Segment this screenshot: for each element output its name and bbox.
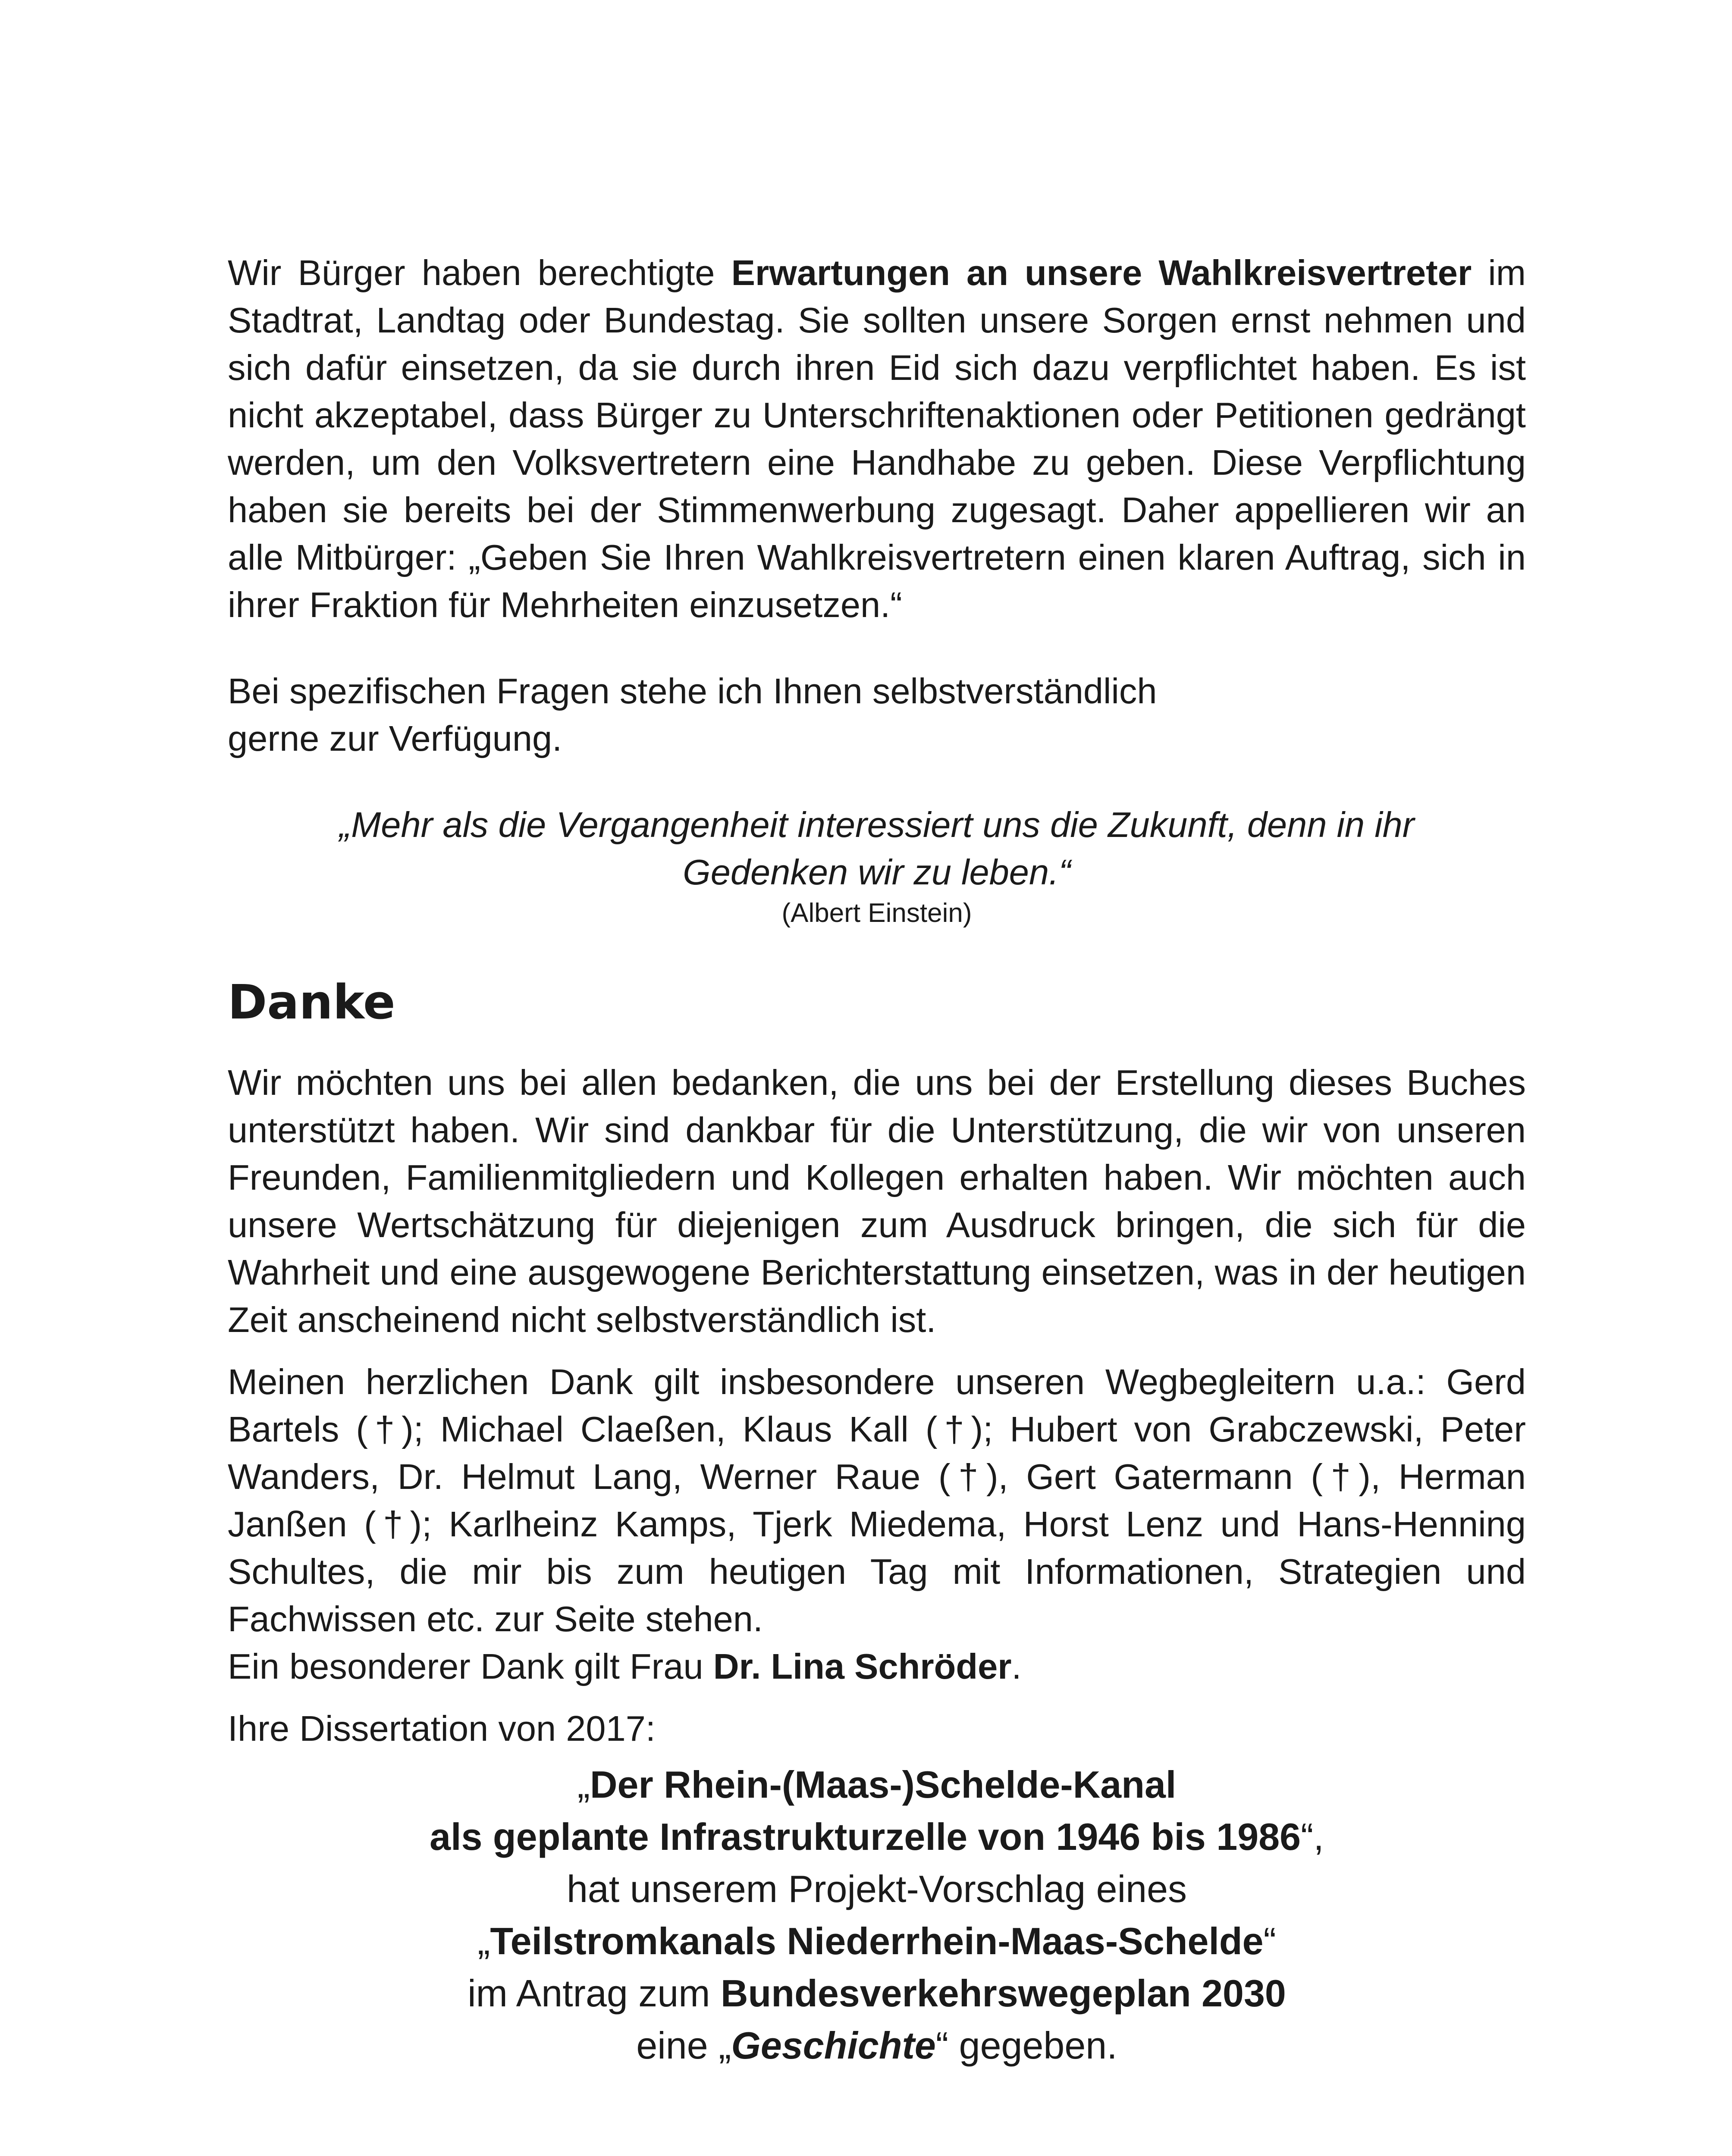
dissertation-block bbox=[228, 1758, 1526, 2071]
story-word: Geschichte bbox=[731, 2024, 936, 2067]
danke-heading: Danke bbox=[228, 975, 395, 1030]
intro-text: Wir Bürger haben berechtigte bbox=[228, 253, 731, 293]
dissertation-line-6 bbox=[228, 2019, 1526, 2071]
close-quote-2: “ bbox=[1263, 1920, 1276, 1962]
dissertation-intro: Ihre Dissertation von 2017: bbox=[228, 1708, 656, 1749]
dissertation-line-5 bbox=[228, 1967, 1526, 2019]
einstein-quote bbox=[228, 801, 1526, 896]
intro-bold-text: Erwartungen an unsere Wahlkreisvertreter bbox=[731, 253, 1472, 293]
dissertation-line-4 bbox=[228, 1915, 1526, 1967]
danke-paragraph-1: Wir möchten uns bei allen bedanken, die uns bei der Erstellung dieses Buches unterstützt haben. Wir sind dankbar für die Unterstützung, die wir von unseren Freunden, Familienmitgliedern und Kollegen erhalten haben. Wir möchten auch unsere Wertschätzung für diejenigen zum Ausdruck bringen, die sich für die Wahrheit und eine ausgewogene Berichterstattung einsetzen, was in der heutigen Zeit anscheinend nicht selbstverständlich ist. bbox=[228, 1062, 1526, 1340]
quote-line-2: Gedenken wir zu leben.“ bbox=[683, 852, 1071, 892]
dissertation-title-1: Der Rhein-(Maas-)Schelde-Kanal bbox=[590, 1763, 1177, 1806]
project-title: Teilstromkanals Niederrhein-Maas-Schelde bbox=[490, 1920, 1264, 1962]
story-prefix: eine „ bbox=[636, 2024, 731, 2067]
questions-line-1: Bei spezifischen Fragen stehe ich Ihnen selbstverständlich bbox=[228, 671, 1157, 711]
close-quote: “, bbox=[1301, 1815, 1324, 1858]
questions-paragraph bbox=[228, 667, 1526, 762]
special-thanks bbox=[228, 1643, 1526, 1690]
intro-paragraph bbox=[228, 249, 1526, 629]
story-suffix: “ gegeben. bbox=[935, 2024, 1117, 2067]
questions-line-2: gerne zur Verfügung. bbox=[228, 718, 562, 758]
open-quote-2: „ bbox=[477, 1920, 490, 1962]
plan-prefix: im Antrag zum bbox=[468, 1972, 721, 2015]
danke-paragraph-2: Meinen herzlichen Dank gilt insbesondere unseren Wegbegleitern u.a.: Gerd Bartels (†); Michael Claeßen, Klaus Kall (†); Hubert von Grabczewski, Peter Wanders, Dr. Helmut Lang, Werner Raue (†), Gert Gatermann (†), Herman Janßen (†); Karlheinz Kamps, Tjerk Miedema, Horst Lenz und Hans-Henning Schultes, die mir bis zum heutigen Tag mit Informationen, Strategien und Fachwissen etc. zur Seite stehen. bbox=[228, 1362, 1526, 1639]
dissertation-title-2: als geplante Infrastrukturzelle von 1946 bis 1986 bbox=[430, 1815, 1301, 1858]
quote-line-1: „Mehr als die Vergangenheit interessiert uns die Zukunft, denn in ihr bbox=[339, 805, 1415, 845]
special-thanks-text: Ein besonderer Dank gilt Frau bbox=[228, 1646, 713, 1686]
plan-title: Bundesverkehrswegeplan 2030 bbox=[721, 1972, 1286, 2015]
dissertation-line-2 bbox=[228, 1811, 1526, 1863]
page-content bbox=[228, 249, 1526, 2071]
open-quote: „ bbox=[577, 1763, 590, 1806]
special-thanks-name: Dr. Lina Schröder bbox=[713, 1646, 1012, 1686]
special-thanks-end: . bbox=[1011, 1646, 1022, 1686]
quote-author: (Albert Einstein) bbox=[781, 898, 972, 928]
intro-text-rest: im Stadtrat, Landtag oder Bundestag. Sie sollten unsere Sorgen ernst nehmen und sich dafür einsetzen, da sie durch ihren Eid sich dazu verpflichtet haben. Es ist nicht akzeptabel, dass Bürger zu Unterschriftenaktionen oder Petitionen gedrängt werden, um den Volksvertretern eine Handhabe zu geben. Diese Verpflichtung haben sie bereits bei der Stimmenwerbung zugesagt. Daher appellieren wir an alle Mitbürger: „Geben Sie Ihren Wahlkreisvertretern einen klaren Auftrag, sich in ihrer Fraktion für Mehrheiten einzusetzen.“ bbox=[228, 253, 1526, 625]
dissertation-line-3: hat unserem Projekt-Vorschlag eines bbox=[566, 1868, 1187, 1910]
dissertation-line-1 bbox=[228, 1758, 1526, 1811]
